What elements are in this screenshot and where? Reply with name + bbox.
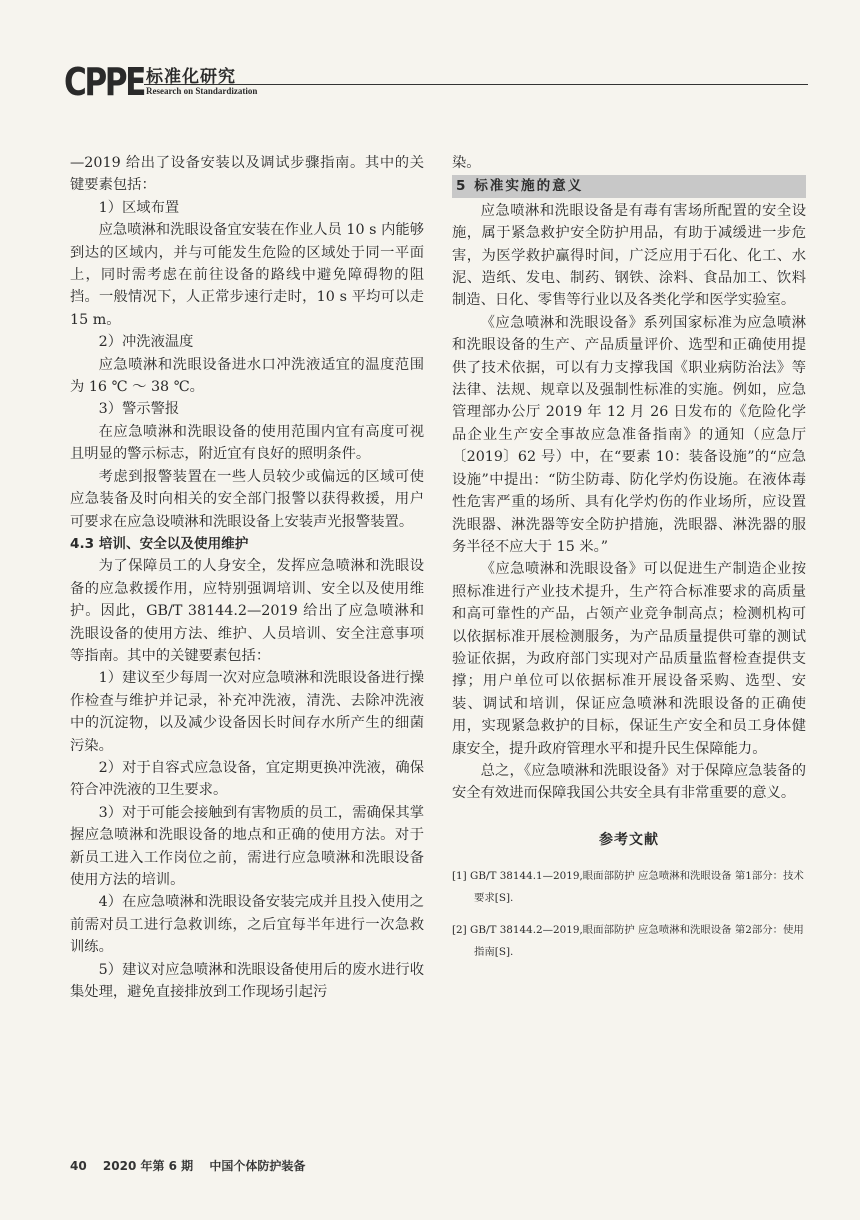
section-heading-5: 5 标准实施的意义 — [452, 175, 806, 197]
page-number: 40 — [70, 1159, 87, 1173]
cppe-logo: CPPE — [64, 60, 144, 104]
paragraph: 总之，《应急喷淋和洗眼设备》对于保障应急装备的安全有效进而保障我国公共安全具有非常重要的意义。 — [452, 762, 806, 802]
right-column — [452, 152, 806, 973]
paragraph: 《应急喷淋和洗眼设备》系列国家标准为应急喷淋和洗眼设备的生产、产品质量评价、选型和正确使用提供了技术依据，可以有力支撑我国《职业病防治法》等法律、法规、规章以及强制性标准的实施。例如，应急管理部办公厅 2019 年 12 月 26 日发布的《危险化学品企业生产安全事故应急准备指南》的通知（应急厅〔2019〕62 号）中，在“要素 10：装备设施”的“应急设施”中提出：“防尘防毒、防化学灼伤设施。在液体毒性危害严重的场所、具有化学灼伤的作业场所，应设置洗眼器、淋洗器等安全防护措施，洗眼器、淋洗器的服务半径不应大于 15 米。” — [452, 314, 806, 555]
page-footer — [70, 1157, 317, 1174]
list-item: 3）对于可能会接触到有害物质的员工，需确保其掌握应急喷淋和洗眼设备的地点和正确的使用方法。对于新员工进入工作岗位之前，需进行应急喷淋和洗眼设备使用方法的培训。 — [70, 804, 424, 888]
paragraph: 染。 — [452, 155, 481, 171]
list-item: 5）建议对应急喷淋和洗眼设备使用后的废水进行收集处理，避免直接排放到工作现场引起污 — [70, 961, 424, 1001]
item-title: 3）警示警报 — [98, 401, 180, 418]
paragraph: 《应急喷淋和洗眼设备》可以促进生产制造企业按照标准进行产业技术提升，生产符合标准要求的高质量和高可靠性的产品，占领产业竞争制高点；检测机构可以依据标准开展检测服务，为产品质量提供可靠的测试验证依据，为政府部门实现对产品质量监督检查提供支撑；用户单位可以依据标准开展设备采购、选型、安装、调试和培训，保证应急喷淋和洗眼设备的正确使用，实现紧急救护的目标，保证生产安全和员工身体健康安全，提升政府管理水平和提升民生保障能力。 — [452, 561, 806, 757]
left-column — [70, 152, 424, 1003]
list-item: 2）对于自容式应急设备，宜定期更换冲洗液，确保符合冲洗液的卫生要求。 — [70, 759, 424, 799]
journal-name: 中国个体防护装备 — [209, 1159, 306, 1173]
item-title: 1）区域布置 — [98, 199, 180, 216]
paragraph: 应急喷淋和洗眼设备宜安装在作业人员 10 s 内能够到达的区域内，并与可能发生危险的区域处于同一平面上，同时需考虑在前往设备的路线中避免障碍物的阻挡。一般情况下，人正常步速行走时，10 s 平均可以走 15 m。 — [70, 222, 424, 328]
paragraph: 为了保障员工的人身安全，发挥应急喷淋和洗眼设备的应急救援作用，应特别强调培训、安全以及使用维护。因此，GB/T 38144.2—2019 给出了应急喷淋和洗眼设备的使用方法、维护、人员培训、安全注意事项等指南。其中的关键要素包括： — [70, 558, 424, 664]
reference-item: [1] GB/T 38144.1—2019,眼面部防护 应急喷淋和洗眼设备 第1部分：技术要求[S]. — [452, 869, 804, 904]
journal-header — [64, 58, 808, 102]
paragraph: 考虑到报警装置在一些人员较少或偏远的区域可使应急装备及时向相关的安全部门报警以获得救援，用户可要求在应急设喷淋和洗眼设备上安装声光报警装置。 — [70, 468, 424, 530]
paragraph: 在应急喷淋和洗眼设备的使用范围内宜有高度可视且明显的警示标志，附近宜有良好的照明条件。 — [70, 423, 424, 463]
paragraph: —2019 给出了设备安装以及调试步骤指南。其中的关键要素包括： — [70, 155, 424, 194]
list-item: 1）建议至少每周一次对应急喷淋和洗眼设备进行操作检查与维护并记录，补充冲洗液，清洗、去除冲洗液中的沉淀物，以及减少设备因长时间存水所产生的细菌污染。 — [70, 670, 424, 754]
paragraph: 应急喷淋和洗眼设备进水口冲洗液适宜的温度范围为 16 ℃ ～ 38 ℃。 — [70, 356, 424, 396]
paragraph: 应急喷淋和洗眼设备是有毒有害场所配置的安全设施，属于紧急救护安全防护用品，有助于减缓进一步危害，为医学救护赢得时间，广泛应用于石化、化工、水泥、造纸、发电、制药、钢铁、涂料、食品加工、饮料制造、日化、零售等行业以及各类化学和医学实验室。 — [452, 202, 806, 309]
reference-item: [2] GB/T 38144.2—2019,眼面部防护 应急喷淋和洗眼设备 第2部分：使用指南[S]. — [452, 923, 804, 958]
item-title: 2）冲洗液温度 — [98, 334, 194, 351]
references-title: 参考文献 — [599, 831, 659, 848]
section-subtitle: Research on Standardization — [146, 86, 258, 96]
header-rule — [144, 84, 808, 85]
section-title: 标准化研究 — [146, 67, 236, 87]
section-heading-4-3: 4.3 培训、安全以及使用维护 — [70, 535, 249, 552]
list-item: 4）在应急喷淋和洗眼设备安装完成并且投入使用之前需对员工进行急救训练，之后宜每半年进行一次急救训练。 — [70, 894, 424, 956]
issue-label: 2020 年第 6 期 — [102, 1159, 194, 1173]
